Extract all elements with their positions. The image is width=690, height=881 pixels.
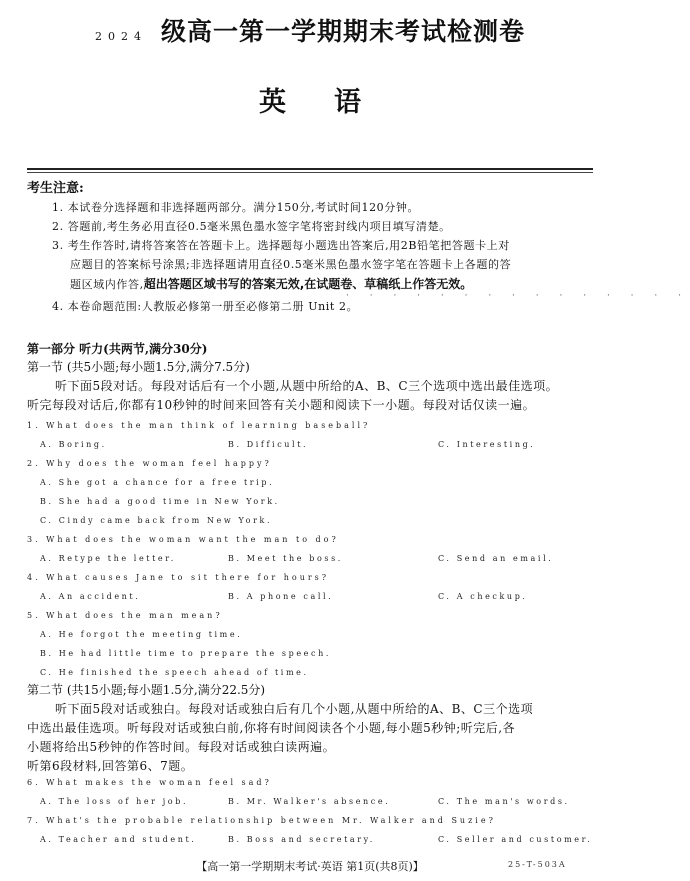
q6-option-a: A. The loss of her job.	[40, 797, 189, 806]
notice-item-3: 3. 考生作答时,请将答案答在答题卡上。选择题每小题选出答案后,用2B铅笔把答题卡上对	[52, 239, 510, 252]
section1-instruction-1: 听下面5段对话。每段对话后有一个小题,从题中所给的A、B、C三个选项中选出最佳选项。	[55, 379, 559, 393]
question-1: 1. What does the man think of learning baseball?	[27, 421, 371, 430]
divider-rule-thin	[27, 172, 593, 173]
question-6: 6. What makes the woman feel sad?	[27, 778, 272, 787]
section2-instruction-2: 中选出最佳选项。听每段对话或独白前,你将有时间阅读各个小题,每小题5秒钟;听完后,各	[27, 721, 516, 735]
notice-item-3-cont: 应题目的答案标号涂黑;非选择题请用直径0.5毫米黑色墨水签字笔在答题卡上各题的答	[70, 258, 512, 271]
section1-heading: 第一节 (共5小题;每小题1.5分,满分7.5分)	[27, 360, 250, 374]
q2-option-c: C. Cindy came back from New York.	[40, 516, 273, 525]
q7-option-c: C. Seller and customer.	[438, 835, 593, 844]
page-footer: 【高一第一学期期末考试·英语 第1页(共8页)】	[196, 860, 424, 873]
question-2: 2. Why does the woman feel happy?	[27, 459, 272, 468]
exam-year: 2024	[94, 30, 147, 43]
q7-option-b: B. Boss and secretary.	[228, 835, 375, 844]
q4-option-b: B. A phone call.	[228, 592, 334, 601]
decorative-dots: · · · · · · · · · · · · · · ·	[346, 291, 690, 301]
notice-warning: 超出答题区域书写的答案无效,在试题卷、草稿纸上作答无效。	[143, 277, 473, 291]
section1-instruction-2: 听完每段对话后,你都有10秒钟的时间来回答有关小题和阅读下一小题。每段对话仅读一遍。	[27, 398, 536, 412]
q4-option-c: C. A checkup.	[438, 592, 528, 601]
q5-option-a: A. He forgot the meeting time.	[40, 630, 243, 639]
q3-option-a: A. Retype the letter.	[40, 554, 176, 563]
q6-option-b: B. Mr. Walker's absence.	[228, 797, 391, 806]
q5-option-c: C. He finished the speech ahead of time.	[40, 668, 309, 677]
q2-option-b: B. She had a good time in New York.	[40, 497, 280, 506]
section2-instruction-3: 小题将给出5秒钟的作答时间。每段对话或独白读两遍。	[27, 740, 336, 754]
q5-option-b: B. He had little time to prepare the speech.	[40, 649, 331, 658]
q3-option-c: C. Send an email.	[438, 554, 554, 563]
section2-instruction-4: 听第6段材料,回答第6、7题。	[27, 759, 194, 773]
q7-option-a: A. Teacher and student.	[40, 835, 197, 844]
question-7: 7. What's the probable relationship between Mr. Walker and Suzie?	[27, 816, 496, 825]
part1-heading: 第一部分 听力(共两节,满分30分)	[27, 342, 208, 356]
q6-option-c: C. The man's words.	[438, 797, 570, 806]
divider-rule	[27, 168, 593, 170]
section2-heading: 第二节 (共15小题;每小题1.5分,满分22.5分)	[27, 683, 266, 697]
paper-code: 25-T-503A	[508, 860, 567, 869]
subject-title: 英语	[259, 87, 409, 118]
question-5: 5. What does the man mean?	[27, 611, 223, 620]
notice-item-2: 2. 答题前,考生务必用直径0.5毫米黑色墨水签字笔将密封线内项目填写清楚。	[52, 220, 451, 233]
question-3: 3. What does the woman want the man to do?	[27, 535, 339, 544]
question-4: 4. What causes Jane to sit there for hours?	[27, 573, 330, 582]
notice-item-3-tail: 题区域内作答,	[70, 278, 144, 291]
section2-instruction-1: 听下面5段对话或独白。每段对话或独白后有几个小题,从题中所给的A、B、C三个选项	[55, 702, 534, 716]
notice-item-1: 1. 本试卷分选择题和非选择题两部分。满分150分,考试时间120分钟。	[52, 201, 420, 214]
q1-option-a: A. Boring.	[40, 440, 107, 449]
q2-option-a: A. She got a chance for a free trip.	[40, 478, 275, 487]
q3-option-b: B. Meet the boss.	[228, 554, 343, 563]
notice-item-4: 4. 本卷命题范围:人教版必修第一册至必修第二册 Unit 2。	[52, 300, 359, 313]
exam-title	[0, 12, 620, 48]
exam-title-text: 级高一第一学期期末考试检测卷	[160, 17, 525, 46]
q1-option-b: B. Difficult.	[228, 440, 309, 449]
notice-item-3-cont2	[70, 275, 472, 292]
q1-option-c: C. Interesting.	[438, 440, 536, 449]
notice-title: 考生注意:	[27, 181, 84, 196]
q4-option-a: A. An accident.	[40, 592, 141, 601]
